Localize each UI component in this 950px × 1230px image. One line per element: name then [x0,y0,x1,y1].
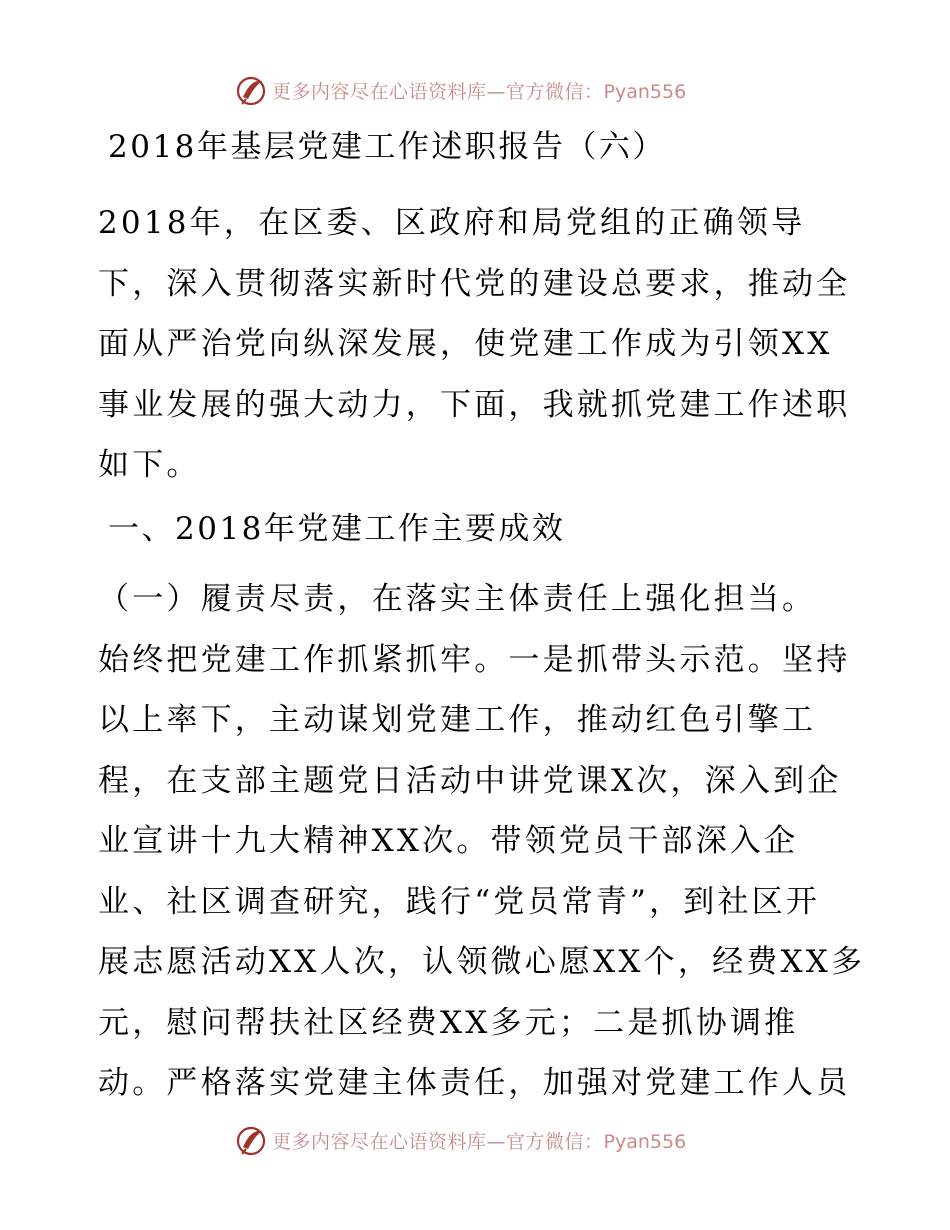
watermark-handle: Pyan556 [603,1130,687,1153]
paragraph-line: 动。严格落实党建主体责任，加强对党建工作人员 [98,1065,851,1101]
paragraph-line: 事业发展的强大动力，下面，我就抓党建工作述职 [98,386,851,423]
paragraph-line: 展志愿活动XX人次，认领微心愿XX个，经费XX多 [98,944,866,980]
paragraph-line: 以上率下，主动谋划党建工作，推动红色引擎工 [98,702,817,738]
watermark-handle: Pyan556 [603,80,687,103]
document-title: 2018年基层党建工作述职报告（六） [108,129,666,165]
paragraph-line: 元，慰问帮扶社区经费XX多元；二是抓协调推 [98,1004,799,1041]
watermark-text: 更多内容尽在心语资料库—官方微信：Pyan556 [272,1130,687,1153]
paragraph-line: 程，在支部主题党日活动中讲党课X次，深入到企 [98,762,842,799]
paragraph-line: 始终把党建工作抓紧抓牢。一是抓带头示范。坚持 [98,641,851,678]
brand-logo-icon [234,1123,268,1157]
watermark-footer [234,1120,754,1160]
brand-logo-icon [234,73,268,107]
intro-paragraph [98,193,850,496]
paragraph-line: 下，深入贯彻落实新时代党的建设总要求，推动全 [98,265,851,302]
watermark-text: 更多内容尽在心语资料库—官方微信：Pyan556 [272,80,687,103]
section-paragraph [98,569,865,1114]
paragraph-line: 2018年，在区委、区政府和局党组的正确领导 [98,205,806,241]
paragraph-line: 业、社区调查研究，践行“党员常青”，到社区开 [98,883,821,920]
paragraph-line: 业宣讲十九大精神XX次。带领党员干部深入企 [98,823,799,859]
watermark-header [234,70,754,110]
section-heading: 一、2018年党建工作主要成效 [108,511,566,547]
paragraph-line: 如下。 [98,447,201,483]
paragraph-line: 面从严治党向纵深发展，使党建工作成为引领XX [98,326,833,362]
paragraph-line: （一）履责尽责，在落实主体责任上强化担当。 [98,581,817,617]
